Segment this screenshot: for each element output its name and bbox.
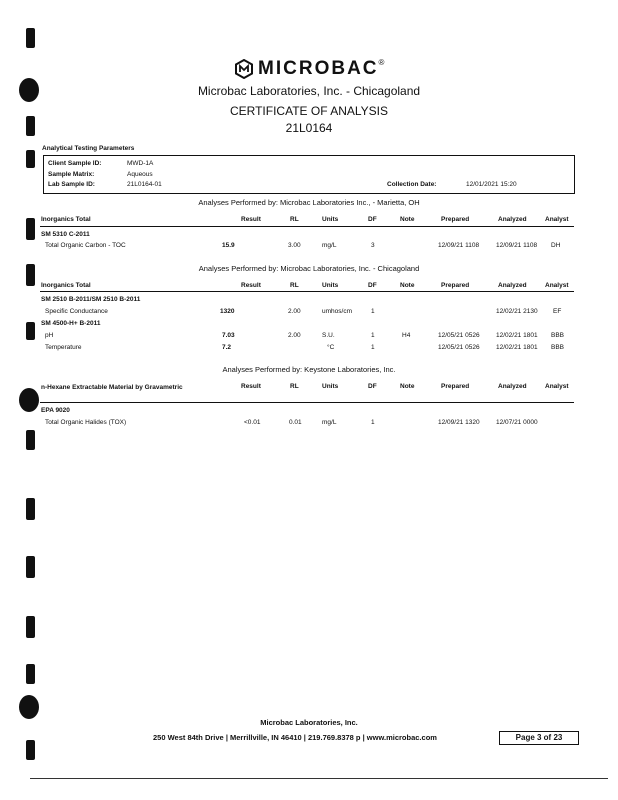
- header-rule: [40, 402, 574, 403]
- rl-header: RL: [290, 282, 299, 289]
- logo-text: MICROBAC: [258, 58, 379, 79]
- result-value: 1320: [220, 308, 235, 315]
- hexagon-logo-icon: [234, 59, 254, 79]
- prepared-header: Prepared: [441, 216, 470, 223]
- method-label: SM 4500-H+ B-2011: [41, 320, 101, 327]
- method-label: EPA 9020: [41, 407, 70, 414]
- scan-mark: [26, 664, 35, 684]
- scan-mark: [26, 498, 35, 520]
- note-value: H4: [402, 332, 411, 339]
- prepared-value: 12/09/21 1320: [438, 419, 480, 426]
- units-value: mg/L: [322, 419, 337, 426]
- footer-company: Microbac Laboratories, Inc.: [260, 718, 358, 727]
- sample-info-box: [43, 155, 575, 194]
- df-value: 1: [371, 308, 375, 315]
- category-header: Inorganics Total: [41, 282, 91, 289]
- result-header: Result: [241, 383, 261, 390]
- method-label: SM 5310 C-2011: [41, 231, 90, 238]
- footer-address: 250 West 84th Drive | Merrillville, IN 46410 | 219.769.8378 p | www.microbac.com: [153, 733, 437, 742]
- note-header: Note: [400, 383, 415, 390]
- sample-matrix-label: Sample Matrix:: [48, 171, 95, 178]
- scan-mark: [26, 322, 35, 340]
- scan-mark: [26, 556, 35, 578]
- df-value: 3: [371, 242, 375, 249]
- df-value: 1: [371, 344, 375, 351]
- analyzed-value: 12/09/21 1108: [496, 242, 538, 249]
- registered-mark: ®: [378, 58, 385, 67]
- analyst-header: Analyst: [545, 383, 569, 390]
- scan-mark: [26, 616, 35, 638]
- bottom-rule: [30, 778, 608, 779]
- analyzed-value: 12/02/21 1801: [496, 332, 538, 339]
- analyst-value: DH: [551, 242, 561, 249]
- analyzed-value: 12/02/21 1801: [496, 344, 538, 351]
- analyst-header: Analyst: [545, 216, 569, 223]
- note-header: Note: [400, 216, 415, 223]
- df-value: 1: [371, 332, 375, 339]
- rl-value: 2.00: [288, 332, 301, 339]
- rl-value: 0.01: [289, 419, 302, 426]
- scan-mark: [26, 28, 35, 48]
- rl-value: 2.00: [288, 308, 301, 315]
- category-header: n-Hexane Extractable Material by Gravametric: [41, 384, 183, 391]
- units-header: Units: [322, 282, 339, 289]
- collection-date: 12/01/2021 15:20: [466, 181, 517, 188]
- prepared-header: Prepared: [441, 282, 470, 289]
- analyte-name: Total Organic Carbon - TOC: [45, 242, 126, 249]
- report-number: 21L0164: [285, 121, 333, 135]
- document-title: CERTIFICATE OF ANALYSIS: [229, 104, 389, 118]
- analyte-name: Temperature: [45, 344, 82, 351]
- df-header: DF: [368, 216, 377, 223]
- scan-mark: [26, 150, 35, 168]
- company-name: Microbac Laboratories, Inc. - Chicagoland: [197, 84, 421, 98]
- lab-sample-id-label: Lab Sample ID:: [48, 181, 95, 188]
- rl-header: RL: [290, 216, 299, 223]
- note-header: Note: [400, 282, 415, 289]
- units-value: umhos/cm: [322, 308, 352, 315]
- lab-sample-id: 21L0164-01: [127, 181, 162, 188]
- prepared-value: 12/09/21 1108: [438, 242, 480, 249]
- microbac-logo: [0, 58, 618, 80]
- units-value: S.U.: [322, 332, 335, 339]
- collection-date-label: Collection Date:: [387, 181, 437, 188]
- analyzed-value: 12/02/21 2130: [496, 308, 538, 315]
- analyzed-header: Analyzed: [498, 383, 527, 390]
- result-header: Result: [241, 282, 261, 289]
- analyst-value: EF: [553, 308, 562, 315]
- scan-mark: [26, 740, 35, 760]
- analyzed-value: 12/07/21 0000: [496, 419, 538, 426]
- testing-parameters-heading: Analytical Testing Parameters: [42, 145, 135, 152]
- analyte-name: Specific Conductance: [45, 308, 108, 315]
- df-header: DF: [368, 282, 377, 289]
- units-header: Units: [322, 383, 339, 390]
- binder-hole: [19, 388, 39, 412]
- df-value: 1: [371, 419, 375, 426]
- analyte-name: pH: [45, 332, 54, 339]
- analyst-value: BBB: [551, 344, 565, 351]
- analyzed-header: Analyzed: [498, 216, 527, 223]
- binder-hole: [19, 695, 39, 719]
- page-number: Page 3 of 23: [499, 731, 579, 745]
- units-value: °C: [327, 344, 335, 351]
- header-rule: [40, 226, 574, 227]
- units-value: mg/L: [322, 242, 337, 249]
- df-header: DF: [368, 383, 377, 390]
- client-sample-id: MWD-1A: [127, 160, 154, 167]
- analyst-value: BBB: [551, 332, 565, 339]
- result-value: 7.03: [222, 332, 235, 339]
- analyst-header: Analyst: [545, 282, 569, 289]
- section-performer: Analyses Performed by: Microbac Laboratories Inc., - Marietta, OH: [198, 198, 420, 207]
- result-value: 15.9: [222, 242, 235, 249]
- sample-matrix: Aqueous: [127, 171, 153, 178]
- rl-value: 3.00: [288, 242, 301, 249]
- section-performer: Analyses Performed by: Microbac Laboratories, Inc. - Chicagoland: [198, 264, 420, 273]
- prepared-value: 12/05/21 0526: [438, 344, 480, 351]
- prepared-header: Prepared: [441, 383, 470, 390]
- method-label: SM 2510 B-2011/SM 2510 B-2011: [41, 296, 141, 303]
- analyzed-header: Analyzed: [498, 282, 527, 289]
- client-sample-id-label: Client Sample ID:: [48, 160, 102, 167]
- units-header: Units: [322, 216, 339, 223]
- result-value: <0.01: [244, 419, 261, 426]
- header-rule: [40, 291, 574, 292]
- scan-mark: [26, 430, 35, 450]
- result-header: Result: [241, 216, 261, 223]
- category-header: Inorganics Total: [41, 216, 91, 223]
- rl-header: RL: [290, 383, 299, 390]
- result-value: 7.2: [222, 344, 232, 351]
- section-performer: Analyses Performed by: Keystone Laboratories, Inc.: [222, 365, 396, 374]
- scan-mark: [26, 218, 35, 240]
- prepared-value: 12/05/21 0526: [438, 332, 480, 339]
- analyte-name: Total Organic Halides (TOX): [45, 419, 127, 426]
